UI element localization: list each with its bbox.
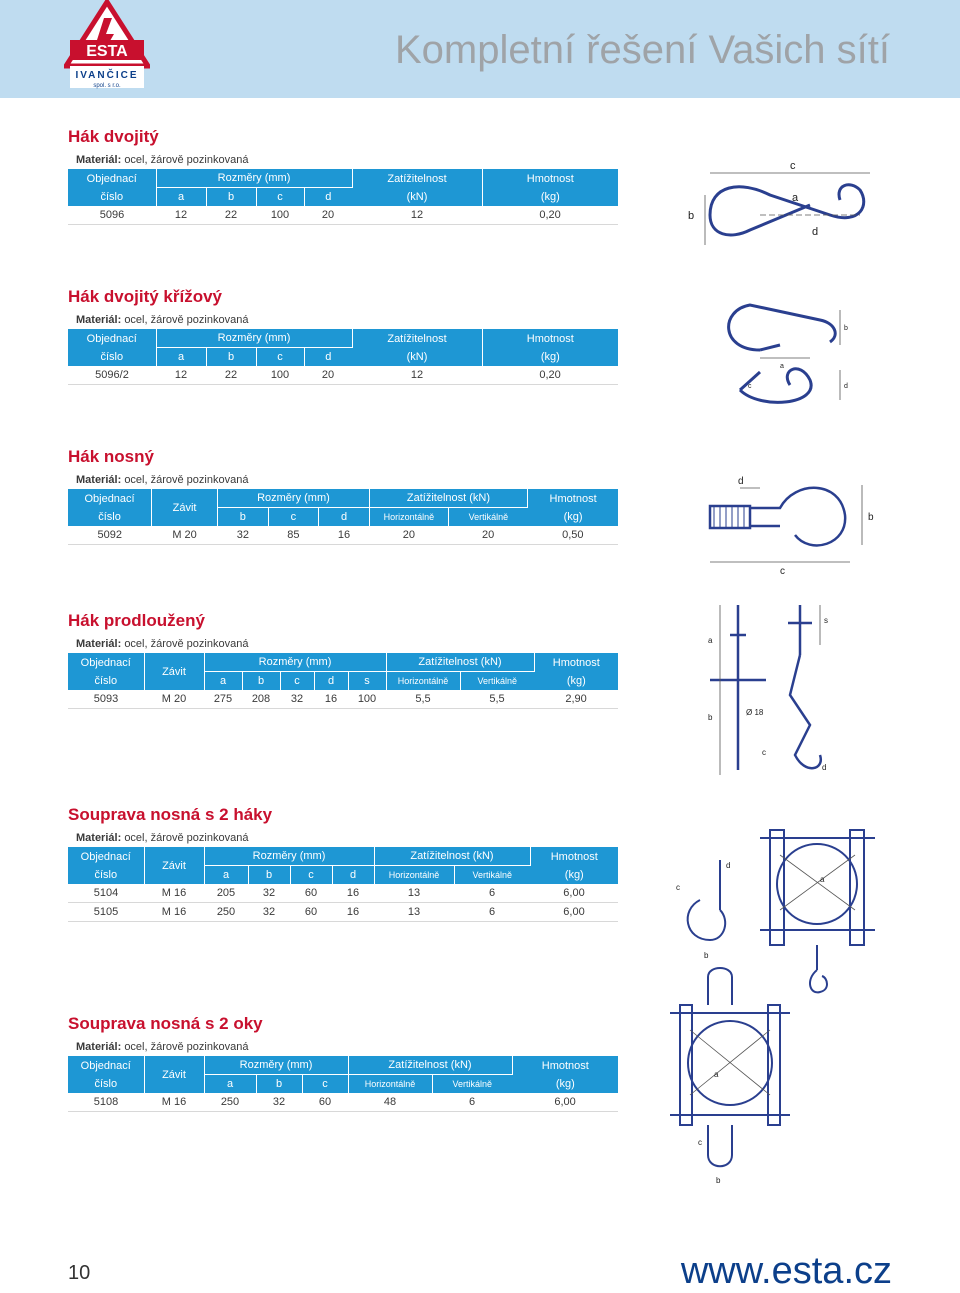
- cell-c: 60: [290, 884, 332, 903]
- cell-c: 100: [256, 206, 304, 225]
- cell-b: 32: [256, 1093, 302, 1112]
- dim-label-a: a: [820, 875, 825, 884]
- col-weight: Hmotnost (kg): [512, 1056, 618, 1093]
- table-row: [68, 366, 618, 385]
- dim-label-d: d: [738, 476, 744, 487]
- cell-load-h: 13: [374, 903, 454, 922]
- col-dim-s: s: [348, 672, 386, 691]
- dim-label-c: c: [748, 383, 752, 390]
- cell-load: 12: [352, 366, 482, 385]
- page-number: 10: [68, 1262, 91, 1284]
- cell-load-v: 5,5: [460, 690, 534, 709]
- cell-order: 5092: [68, 526, 152, 545]
- material-value: ocel, žárově pozinkovaná: [124, 474, 249, 486]
- section-set-hooks: [68, 804, 618, 922]
- col-dim-b: b: [256, 1075, 302, 1094]
- cell-c: 85: [268, 526, 319, 545]
- col-load: Zatížitelnost (kN): [374, 847, 530, 866]
- col-dim-d: d: [304, 348, 352, 367]
- cell-load-h: 13: [374, 884, 454, 903]
- section-title: Hák nosný: [68, 447, 154, 466]
- col-thread: Závit: [144, 653, 204, 690]
- dim-label-c: c: [698, 1138, 702, 1147]
- col-dim-b: b: [206, 188, 256, 207]
- col-load-horizontal: Horizontálně: [348, 1075, 432, 1094]
- dim-label-d: d: [726, 861, 731, 870]
- col-dim-a: a: [204, 1075, 256, 1094]
- material-label: Materiál:: [76, 832, 122, 844]
- material-label: Materiál:: [76, 638, 122, 650]
- col-load-vertical: Vertikálně: [460, 672, 534, 691]
- spec-table: [68, 471, 618, 545]
- col-thread: Závit: [144, 847, 204, 884]
- col-dim-a: a: [204, 672, 242, 691]
- spec-table: [68, 829, 618, 922]
- col-dim-d: d: [319, 508, 370, 527]
- section-extended-hook: [68, 610, 618, 709]
- col-dim-b: b: [242, 672, 280, 691]
- cross-hook-drawing: [700, 290, 860, 420]
- section-title: Hák dvojitý křížový: [68, 287, 223, 306]
- section-title: Souprava nosná s 2 háky: [68, 805, 273, 824]
- cell-thread: M 20: [152, 526, 218, 545]
- dim-label-b: b: [844, 325, 848, 332]
- cell-b: 22: [206, 366, 256, 385]
- dim-label-a: a: [792, 192, 799, 204]
- cell-d: 16: [314, 690, 348, 709]
- set-eyes-drawing: [660, 965, 810, 1190]
- cell-load-v: 20: [448, 526, 527, 545]
- col-order: Objednací číslo: [68, 653, 144, 690]
- dim-label-c: c: [676, 883, 680, 892]
- dim-label-d: d: [844, 383, 848, 390]
- cell-load-h: 5,5: [386, 690, 460, 709]
- section-double-hook: [68, 126, 618, 225]
- cell-d: 20: [304, 366, 352, 385]
- col-load-horizontal: Horizontálně: [369, 508, 448, 527]
- material-value: ocel, žárově pozinkovaná: [124, 638, 249, 650]
- spec-table: [68, 635, 618, 709]
- cell-s: 100: [348, 690, 386, 709]
- cell-weight: 0,20: [482, 206, 618, 225]
- material-value: ocel, žárově pozinkovaná: [124, 154, 249, 166]
- material-label: Materiál:: [76, 474, 122, 486]
- col-order: Objednací číslo: [68, 489, 152, 526]
- cell-a: 250: [204, 1093, 256, 1112]
- cell-load-h: 48: [348, 1093, 432, 1112]
- cell-load: 12: [352, 206, 482, 225]
- cell-order: 5108: [68, 1093, 144, 1112]
- cell-a: 12: [156, 366, 206, 385]
- cell-a: 275: [204, 690, 242, 709]
- col-dim-c: c: [256, 348, 304, 367]
- material-label: Materiál:: [76, 154, 122, 166]
- cell-a: 250: [204, 903, 248, 922]
- section-carrying-hook: [68, 446, 618, 545]
- col-dim-b: b: [248, 866, 290, 885]
- dim-label-c: c: [780, 566, 785, 577]
- col-dim-c: c: [302, 1075, 348, 1094]
- cell-a: 12: [156, 206, 206, 225]
- esta-logo: [64, 0, 150, 92]
- dim-label-a: a: [780, 363, 784, 370]
- col-dim-c: c: [290, 866, 332, 885]
- cell-d: 16: [332, 884, 374, 903]
- page-header: [0, 0, 960, 98]
- cell-b: 32: [218, 526, 269, 545]
- cell-thread: M 16: [144, 1093, 204, 1112]
- dim-label-b: b: [704, 951, 709, 960]
- carrying-hook-drawing: [700, 470, 880, 580]
- col-order: Objednací číslo: [68, 847, 144, 884]
- col-load-vertical: Vertikálně: [432, 1075, 512, 1094]
- col-load: Zatížitelnost (kN): [386, 653, 534, 672]
- col-dim-c: c: [280, 672, 314, 691]
- col-dims: Rozměry (mm): [204, 1056, 348, 1075]
- col-load-vertical: Vertikálně: [448, 508, 527, 527]
- cell-thread: M 16: [144, 884, 204, 903]
- material-value: ocel, žárově pozinkovaná: [124, 314, 249, 326]
- section-title: Souprava nosná s 2 oky: [68, 1014, 263, 1033]
- material-value: ocel, žárově pozinkovaná: [124, 832, 249, 844]
- cell-weight: 0,50: [528, 526, 618, 545]
- cell-d: 16: [332, 903, 374, 922]
- cell-c: 32: [280, 690, 314, 709]
- table-row: [68, 526, 618, 545]
- col-dims: Rozměry (mm): [156, 329, 352, 348]
- col-dim-a: a: [156, 188, 206, 207]
- material-label: Materiál:: [76, 314, 122, 326]
- col-weight: Hmotnost (kg): [482, 329, 618, 366]
- col-order: Objednací číslo: [68, 1056, 144, 1093]
- cell-d: 20: [304, 206, 352, 225]
- material-label: Materiál:: [76, 1041, 122, 1053]
- col-load: Zatížitelnost (kN): [369, 489, 527, 508]
- section-set-eyes: [68, 1013, 618, 1112]
- table-row: [68, 690, 618, 709]
- col-dims: Rozměry (mm): [204, 653, 386, 672]
- logo-town: IVANČICE: [75, 70, 139, 81]
- spec-table: [68, 151, 618, 225]
- cell-weight: 0,20: [482, 366, 618, 385]
- col-load-vertical: Vertikálně: [454, 866, 530, 885]
- col-dim-c: c: [268, 508, 319, 527]
- dim-label-c: c: [762, 748, 766, 757]
- col-dim-b: b: [206, 348, 256, 367]
- col-load-horizontal: Horizontálně: [386, 672, 460, 691]
- col-dim-d: d: [314, 672, 348, 691]
- table-row: [68, 903, 618, 922]
- cell-b: 208: [242, 690, 280, 709]
- col-dim-d: d: [332, 866, 374, 885]
- dim-label-b: b: [716, 1176, 721, 1185]
- col-thread: Závit: [152, 489, 218, 526]
- cell-b: 22: [206, 206, 256, 225]
- cell-load-h: 20: [369, 526, 448, 545]
- cell-weight: 6,00: [512, 1093, 618, 1112]
- dim-label-b: b: [688, 210, 695, 222]
- cell-order: 5105: [68, 903, 144, 922]
- cell-load-v: 6: [454, 903, 530, 922]
- dim-label-b: b: [868, 512, 874, 523]
- col-weight: Hmotnost (kg): [530, 847, 618, 884]
- col-dim-b: b: [218, 508, 269, 527]
- dim-label-a: a: [714, 1070, 719, 1079]
- col-load-horizontal: Horizontálně: [374, 866, 454, 885]
- dim-label-a: a: [708, 636, 713, 645]
- extended-hook-drawing: [700, 595, 860, 785]
- col-thread: Závit: [144, 1056, 204, 1093]
- col-weight: Hmotnost (kg): [528, 489, 618, 526]
- cell-order: 5096/2: [68, 366, 156, 385]
- col-order: Objednací číslo: [68, 329, 156, 366]
- cell-b: 32: [248, 884, 290, 903]
- dim-label-d: d: [822, 763, 827, 772]
- cell-weight: 2,90: [534, 690, 618, 709]
- dim-label-diameter: Ø 18: [746, 708, 764, 717]
- col-load: Zatížitelnost (kN): [352, 329, 482, 366]
- dim-label-b: b: [708, 713, 713, 722]
- cell-a: 205: [204, 884, 248, 903]
- table-row: [68, 1093, 618, 1112]
- material-value: ocel, žárově pozinkovaná: [124, 1041, 249, 1053]
- dim-label-c: c: [790, 160, 796, 172]
- logo-brand: ESTA: [86, 43, 128, 60]
- cell-c: 100: [256, 366, 304, 385]
- table-row: [68, 884, 618, 903]
- page-title: Kompletní řešení Vašich sítí: [394, 28, 890, 72]
- logo-legal: spol. s r.o.: [93, 83, 121, 89]
- col-dims: Rozměry (mm): [204, 847, 374, 866]
- col-order: Objednací číslo: [68, 169, 156, 206]
- spec-table: [68, 311, 618, 385]
- col-dim-a: a: [156, 348, 206, 367]
- table-row: [68, 206, 618, 225]
- col-dims: Rozměry (mm): [218, 489, 370, 508]
- cell-order: 5093: [68, 690, 144, 709]
- col-weight: Hmotnost (kg): [534, 653, 618, 690]
- s-hook-drawing: [680, 155, 900, 255]
- col-dims: Rozměry (mm): [156, 169, 352, 188]
- cell-d: 16: [319, 526, 370, 545]
- dim-label-s: s: [824, 616, 828, 625]
- col-dim-c: c: [256, 188, 304, 207]
- section-title: Hák dvojitý: [68, 127, 159, 146]
- cell-c: 60: [302, 1093, 348, 1112]
- cell-thread: M 16: [144, 903, 204, 922]
- col-load: Zatížitelnost (kN): [348, 1056, 512, 1075]
- section-cross-hook: [68, 286, 618, 385]
- col-dim-a: a: [204, 866, 248, 885]
- cell-thread: M 20: [144, 690, 204, 709]
- col-weight: Hmotnost (kg): [482, 169, 618, 206]
- cell-order: 5104: [68, 884, 144, 903]
- cell-load-v: 6: [454, 884, 530, 903]
- col-load: Zatížitelnost (kN): [352, 169, 482, 206]
- website-link[interactable]: www.esta.cz: [680, 1250, 892, 1292]
- cell-c: 60: [290, 903, 332, 922]
- cell-weight: 6,00: [530, 903, 618, 922]
- spec-table: [68, 1038, 618, 1112]
- col-dim-d: d: [304, 188, 352, 207]
- cell-order: 5096: [68, 206, 156, 225]
- section-title: Hák prodloužený: [68, 611, 205, 630]
- cell-load-v: 6: [432, 1093, 512, 1112]
- cell-b: 32: [248, 903, 290, 922]
- cell-weight: 6,00: [530, 884, 618, 903]
- dim-label-d: d: [812, 226, 819, 238]
